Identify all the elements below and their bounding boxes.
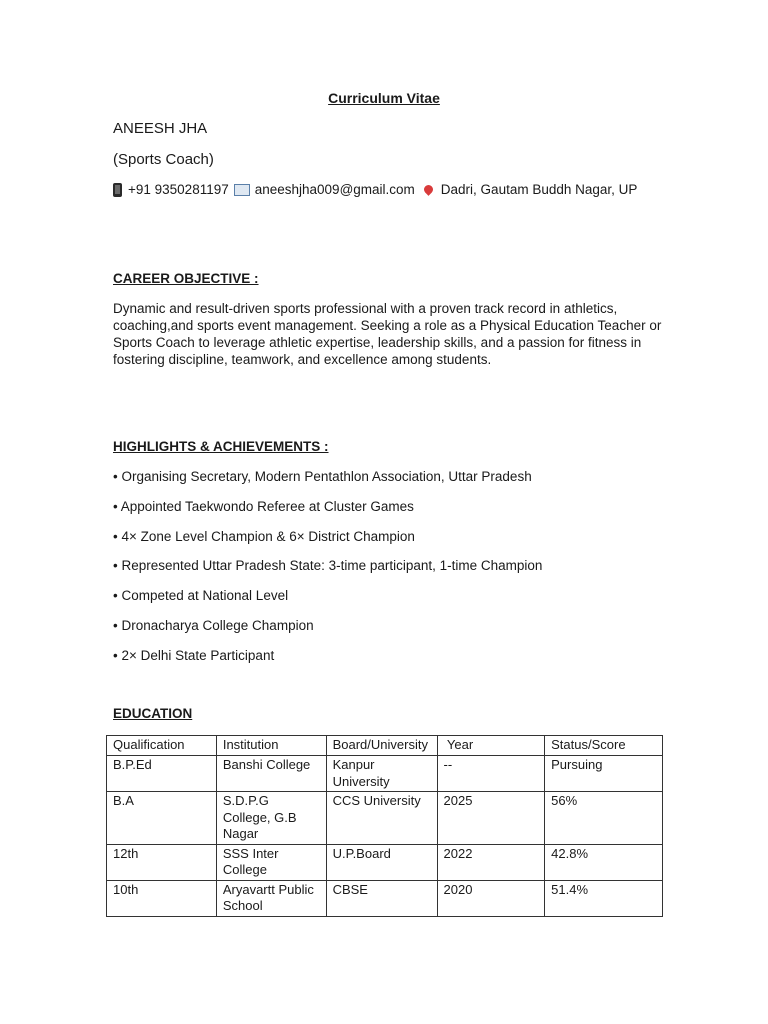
list-item: • 4× Zone Level Champion & 6× District Champion [113, 528, 542, 558]
table-row [107, 844, 663, 880]
list-item: • Competed at National Level [113, 587, 542, 617]
column-header: Year [437, 736, 545, 756]
contact-phone: +91 9350281197 [128, 182, 229, 197]
table-cell: -- [437, 756, 545, 792]
contact-location: Dadri, Gautam Buddh Nagar, UP [440, 182, 638, 197]
table-cell: 42.8% [545, 844, 663, 880]
table-cell: 56% [545, 792, 663, 845]
table-cell: 2020 [437, 880, 545, 916]
education-table [106, 735, 663, 917]
table-cell: 10th [107, 880, 217, 916]
location-pin-icon [422, 183, 435, 196]
list-item: • 2× Delhi State Participant [113, 647, 542, 677]
column-header: Board/University [326, 736, 437, 756]
career-objective-text: Dynamic and result-driven sports professional with a proven track record in athletics, coaching,and sports event management. Seeking a role as a Physical Education Teacher or Sports Coach to leverage athletic expertise, leadership skills, and a passion for fitness in fostering discipline, teamwork, and excellence among students. [113, 301, 662, 367]
column-header: Institution [216, 736, 326, 756]
phone-icon [113, 183, 122, 197]
table-cell: 2022 [437, 844, 545, 880]
highlights-heading: HIGHLIGHTS & ACHIEVEMENTS : [113, 439, 329, 454]
table-cell: CCS University [326, 792, 437, 845]
candidate-name: ANEESH JHA [113, 120, 208, 137]
table-row [107, 756, 663, 792]
table-cell: B.P.Ed [107, 756, 217, 792]
document-title: Curriculum Vitae [328, 90, 440, 106]
table-cell: Aryavartt Public School [216, 880, 326, 916]
table-cell: Banshi College [216, 756, 326, 792]
table-cell: 2025 [437, 792, 545, 845]
table-cell: Pursuing [545, 756, 663, 792]
table-cell: S.D.P.G College, G.B Nagar [216, 792, 326, 845]
table-cell: SSS Inter College [216, 844, 326, 880]
table-header-row [107, 736, 663, 756]
education-heading: EDUCATION [113, 706, 193, 721]
list-item: • Dronacharya College Champion [113, 617, 542, 647]
list-item: • Organising Secretary, Modern Pentathlon Association, Uttar Pradesh [113, 468, 542, 498]
email-icon [234, 184, 250, 196]
table-cell: Kanpur University [326, 756, 437, 792]
highlights-list [113, 468, 542, 677]
candidate-role: (Sports Coach) [113, 151, 214, 168]
table-cell: 12th [107, 844, 217, 880]
table-row [107, 880, 663, 916]
contact-email: aneeshjha009@gmail.com [254, 182, 415, 197]
list-item: • Appointed Taekwondo Referee at Cluster Games [113, 498, 542, 528]
table-cell: 51.4% [545, 880, 663, 916]
column-header: Qualification [107, 736, 217, 756]
column-header: Status/Score [545, 736, 663, 756]
list-item: • Represented Uttar Pradesh State: 3-time participant, 1-time Champion [113, 557, 542, 587]
table-cell: B.A [107, 792, 217, 845]
table-row [107, 792, 663, 845]
table-cell: U.P.Board [326, 844, 437, 880]
career-objective-heading: CAREER OBJECTIVE : [113, 271, 259, 286]
table-cell: CBSE [326, 880, 437, 916]
contact-line [113, 182, 642, 197]
